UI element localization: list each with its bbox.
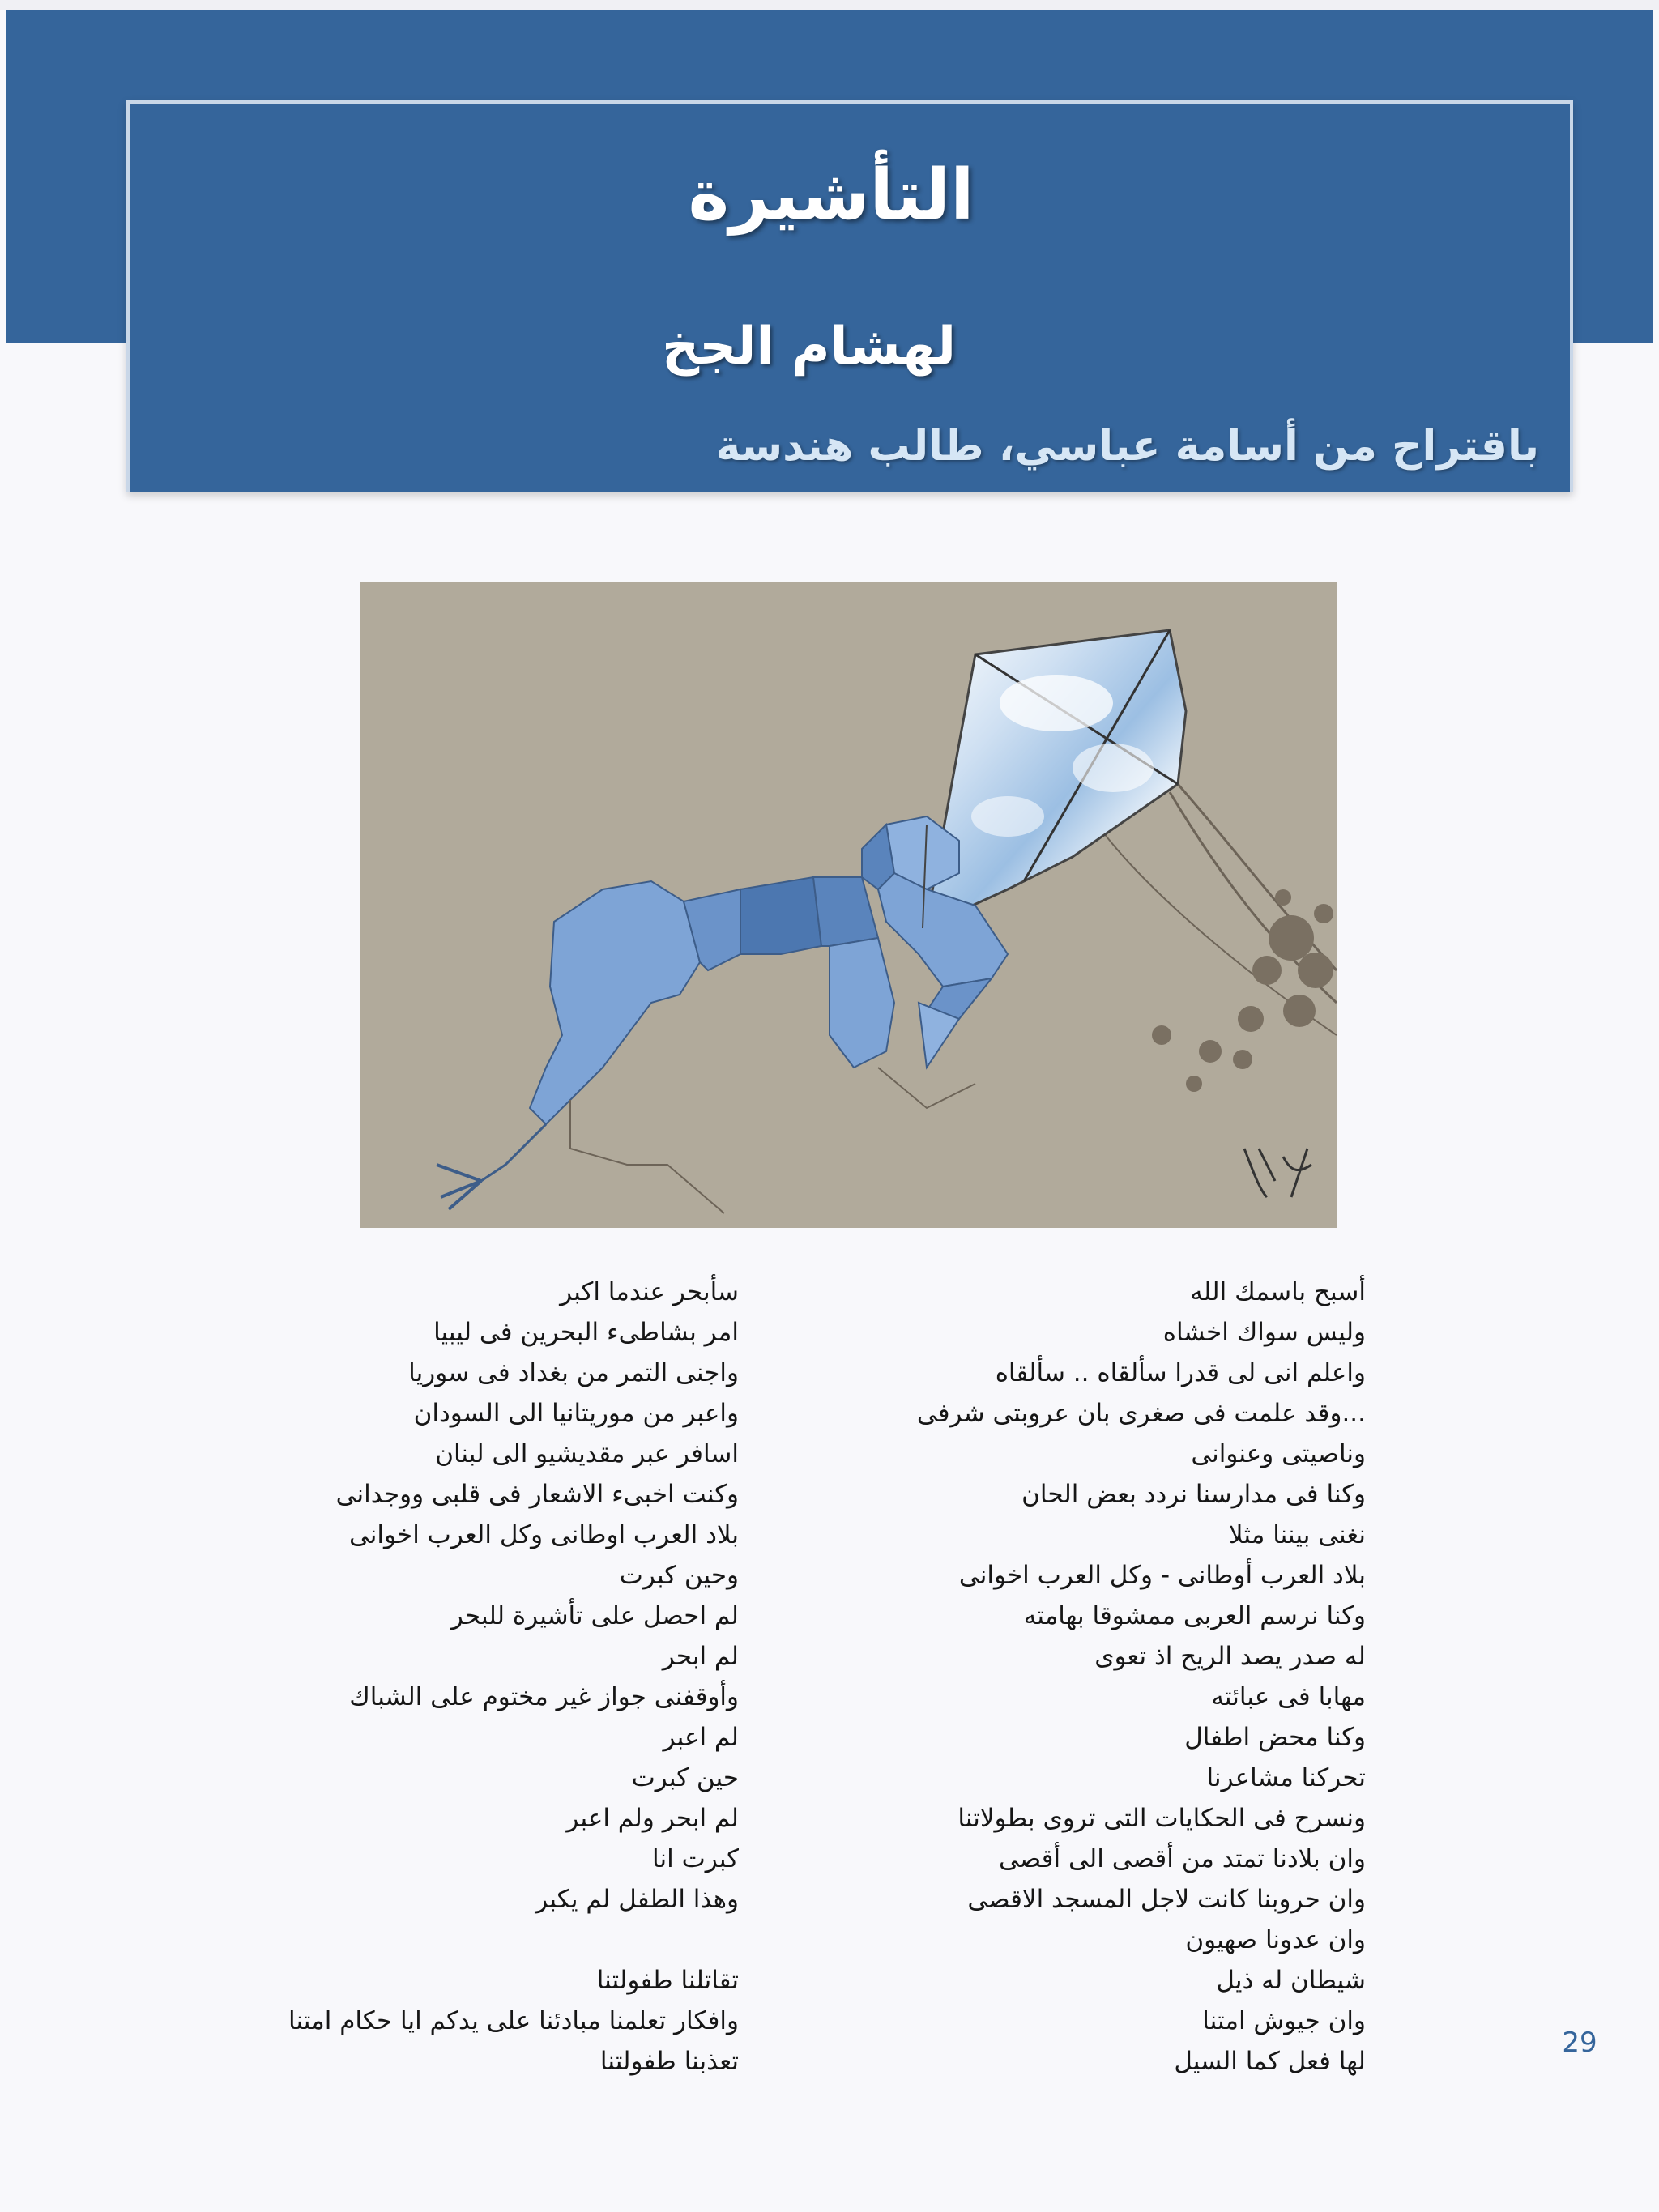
stanza-gap	[75, 1920, 739, 1960]
poem-line: أسبح باسمك الله	[1190, 1277, 1366, 1306]
poem-line: واعبر من موريتانيا الى السودان	[413, 1399, 739, 1428]
poem-line: بلاد العرب اوطانى وكل العرب اخوانى	[348, 1520, 739, 1549]
poem-line: شيطان له ذيل	[1216, 1966, 1366, 1995]
poem-line: وافكار تعلمنا مبادئنا على يدكم ايا حكام امتنا	[288, 2006, 739, 2035]
suggestion-credit: باقتراح من أسامة عباسي، طالب هندسة	[715, 422, 1539, 471]
poem-line: واعلم انى لى قدرا سألقاه .. سألقاه	[995, 1358, 1366, 1387]
poem-line: ونسرح فى الحكايات التى تروى بطولاتنا	[957, 1804, 1366, 1833]
poem-line: وناصيتى وعنوانى	[1191, 1439, 1366, 1468]
poem-line: كبرت انا	[652, 1844, 739, 1873]
poem-right-column	[783, 1272, 1366, 2082]
poem-line: وان بلادنا تمتد من أقصى الى أقصى	[998, 1844, 1366, 1873]
poem-line: وان جيوش امتنا	[1202, 2006, 1366, 2035]
poem-line: لم ابحر	[662, 1642, 739, 1671]
poem-line: نغنى بيننا مثلا	[1228, 1520, 1366, 1549]
poem-line: وكنت اخبىء الاشعار فى قلبى ووجدانى	[335, 1480, 739, 1509]
poem-line: واجنى التمر من بغداد فى سوريا	[408, 1358, 739, 1387]
poem-line: بلاد العرب أوطانى - وكل العرب اخوانى	[958, 1561, 1366, 1590]
poem-line: تحركنا مشاعرنا	[1206, 1763, 1366, 1792]
poem-line: وكنا محض اطفال	[1184, 1723, 1366, 1752]
poem-line: له صدر يصد الريح اذ تعوى	[1094, 1642, 1366, 1671]
author-name: لهشام الجخ	[662, 317, 956, 377]
poem-line: وليس سواك اخشاه	[1162, 1318, 1366, 1347]
poem-line: تعذبنا طفولتنا	[599, 2047, 739, 2076]
poem-line: وان حروبنا كانت لاجل المسجد الاقصى	[967, 1885, 1366, 1914]
poem-line: حين كبرت	[631, 1763, 739, 1792]
poem-line: لم اعبر	[663, 1723, 739, 1752]
page-title: التأشيرة	[688, 155, 975, 236]
poem-left-column	[75, 1272, 739, 2082]
poem-line: لم احصل على تأشيرة للبحر	[450, 1601, 739, 1630]
poem-line: وأوقفنى جواز غير مختوم على الشباك	[349, 1682, 739, 1711]
page-number: 29	[1562, 2027, 1597, 2059]
poem-line: وكنا نرسم العربى ممشوقا بهامته	[1023, 1601, 1366, 1630]
top-margin	[0, 0, 1659, 10]
poem-line: تقاتلنا طفولتنا	[596, 1966, 739, 1995]
poem-line: لها فعل كما السيل	[1174, 2047, 1366, 2076]
poem-line: لم ابحر ولم اعبر	[566, 1804, 739, 1833]
poem-line: وحين كبرت	[619, 1561, 739, 1590]
poem-line: اسافر عبر مقديشيو الى لبنان	[435, 1439, 739, 1468]
poem-line: ...وقد علمت فى صغرى بان عروبتى شرفى	[916, 1399, 1366, 1428]
poem-line: سأبحر عندما اكبر	[560, 1277, 739, 1306]
poem-line: وكنا فى مدارسنا نردد بعض الحان	[1021, 1480, 1366, 1509]
kite-illustration	[360, 582, 1337, 1228]
poem-line: وهذا الطفل لم يكبر	[535, 1885, 739, 1914]
poem-line: امر بشاطىء البحرين فى ليبيا	[433, 1318, 739, 1347]
poem-line: وان عدونا صهيون	[1185, 1925, 1366, 1954]
poem-line: مهابا فى عبائته	[1211, 1682, 1366, 1711]
